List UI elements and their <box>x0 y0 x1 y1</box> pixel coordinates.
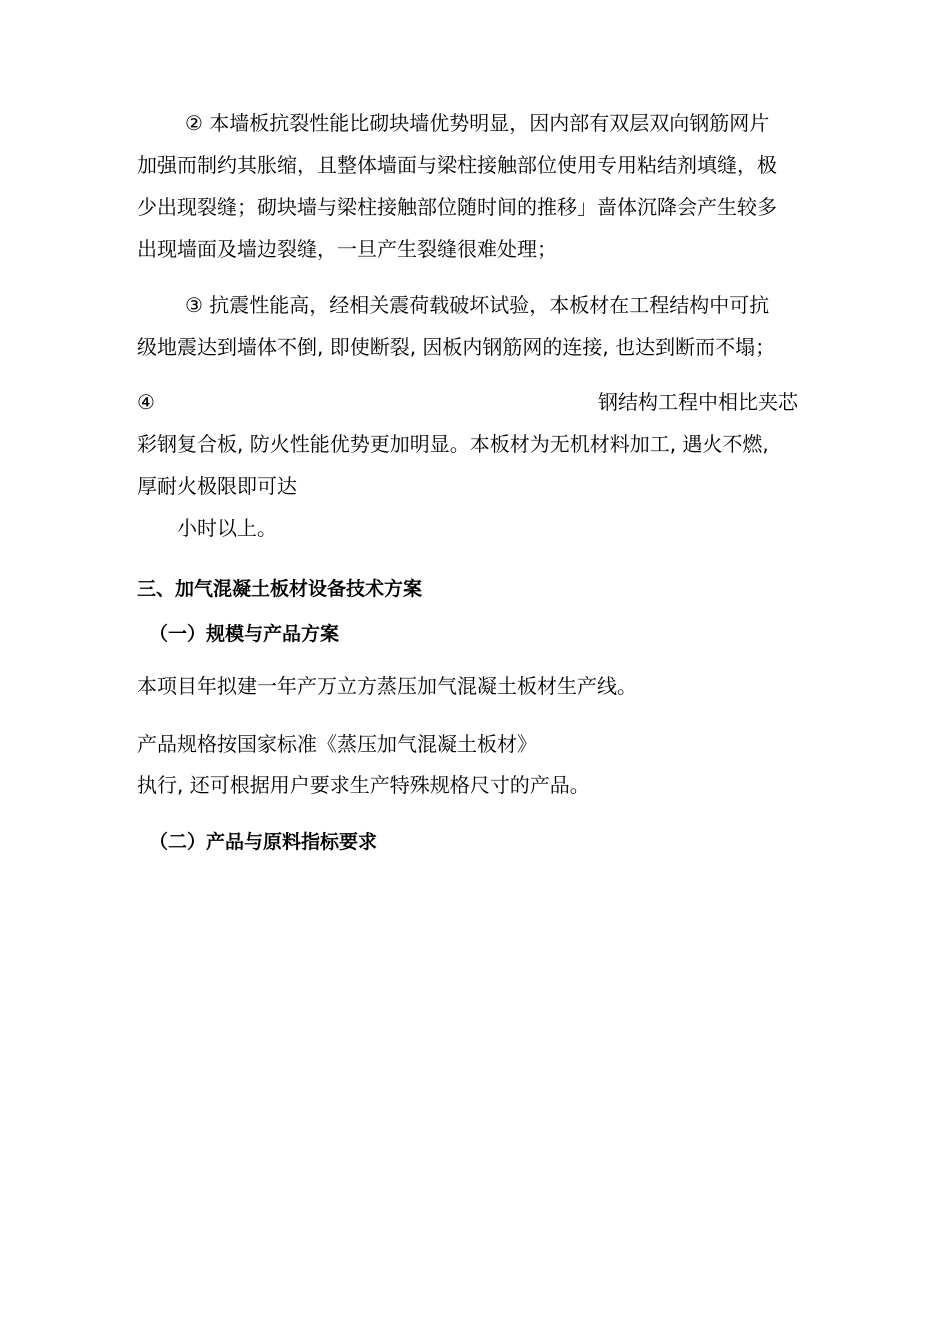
para3-line1: ③ 抗震性能高，经相关震荷载破坏试验，本板材在工程结构中可抗 <box>185 293 770 317</box>
para4-line2: 彩钢复合板, 防火性能优势更加明显。本板材为无机材料加工, 遇火不燃, <box>137 432 769 456</box>
section-paragraph-2-line1: 产品规格按国家标准《蒸压加气混凝土板材》 <box>137 732 537 756</box>
para2-line1: ② 本墙板抗裂性能比砌块墙优势明显，因内部有双层双向钢筋网片 <box>185 111 770 135</box>
section-heading: 三、加气混凝土板材设备技术方案 <box>137 578 423 600</box>
para3-line2: 级地震达到墙体不倒, 即使断裂, 因板内钢筋网的连接, 也达到断而不塌； <box>137 335 776 359</box>
section-paragraph-1: 本项目年拟建一年产万立方蒸压加气混凝土板材生产线。 <box>137 674 637 698</box>
subsection-2-heading: （二）产品与原料指标要求 <box>149 831 378 853</box>
para2-line2: 加强而制约其胀缩，且整体墙面与梁柱接触部位使用专用粘结剂填缝，极 <box>137 153 777 177</box>
subsection-1-heading: （一）规模与产品方案 <box>149 623 340 645</box>
para2-line3: 少出现裂缝；砌块墙与梁柱接触部位随时间的推移」啬体沉降会产生较多 <box>137 195 777 219</box>
para4-line4: 小时以上。 <box>177 516 277 540</box>
para4-line1-right: 钢结构工程中相比夹芯 <box>598 390 798 414</box>
para4-marker: ④ <box>137 390 155 414</box>
section-paragraph-2-line2: 执行, 还可根据用户要求生产特殊规格尺寸的产品。 <box>137 773 590 797</box>
para4-line3: 厚耐火极限即可达 <box>137 474 297 498</box>
para2-line4: 出现墙面及墙边裂缝，一旦产生裂缝很难处理； <box>137 237 557 261</box>
